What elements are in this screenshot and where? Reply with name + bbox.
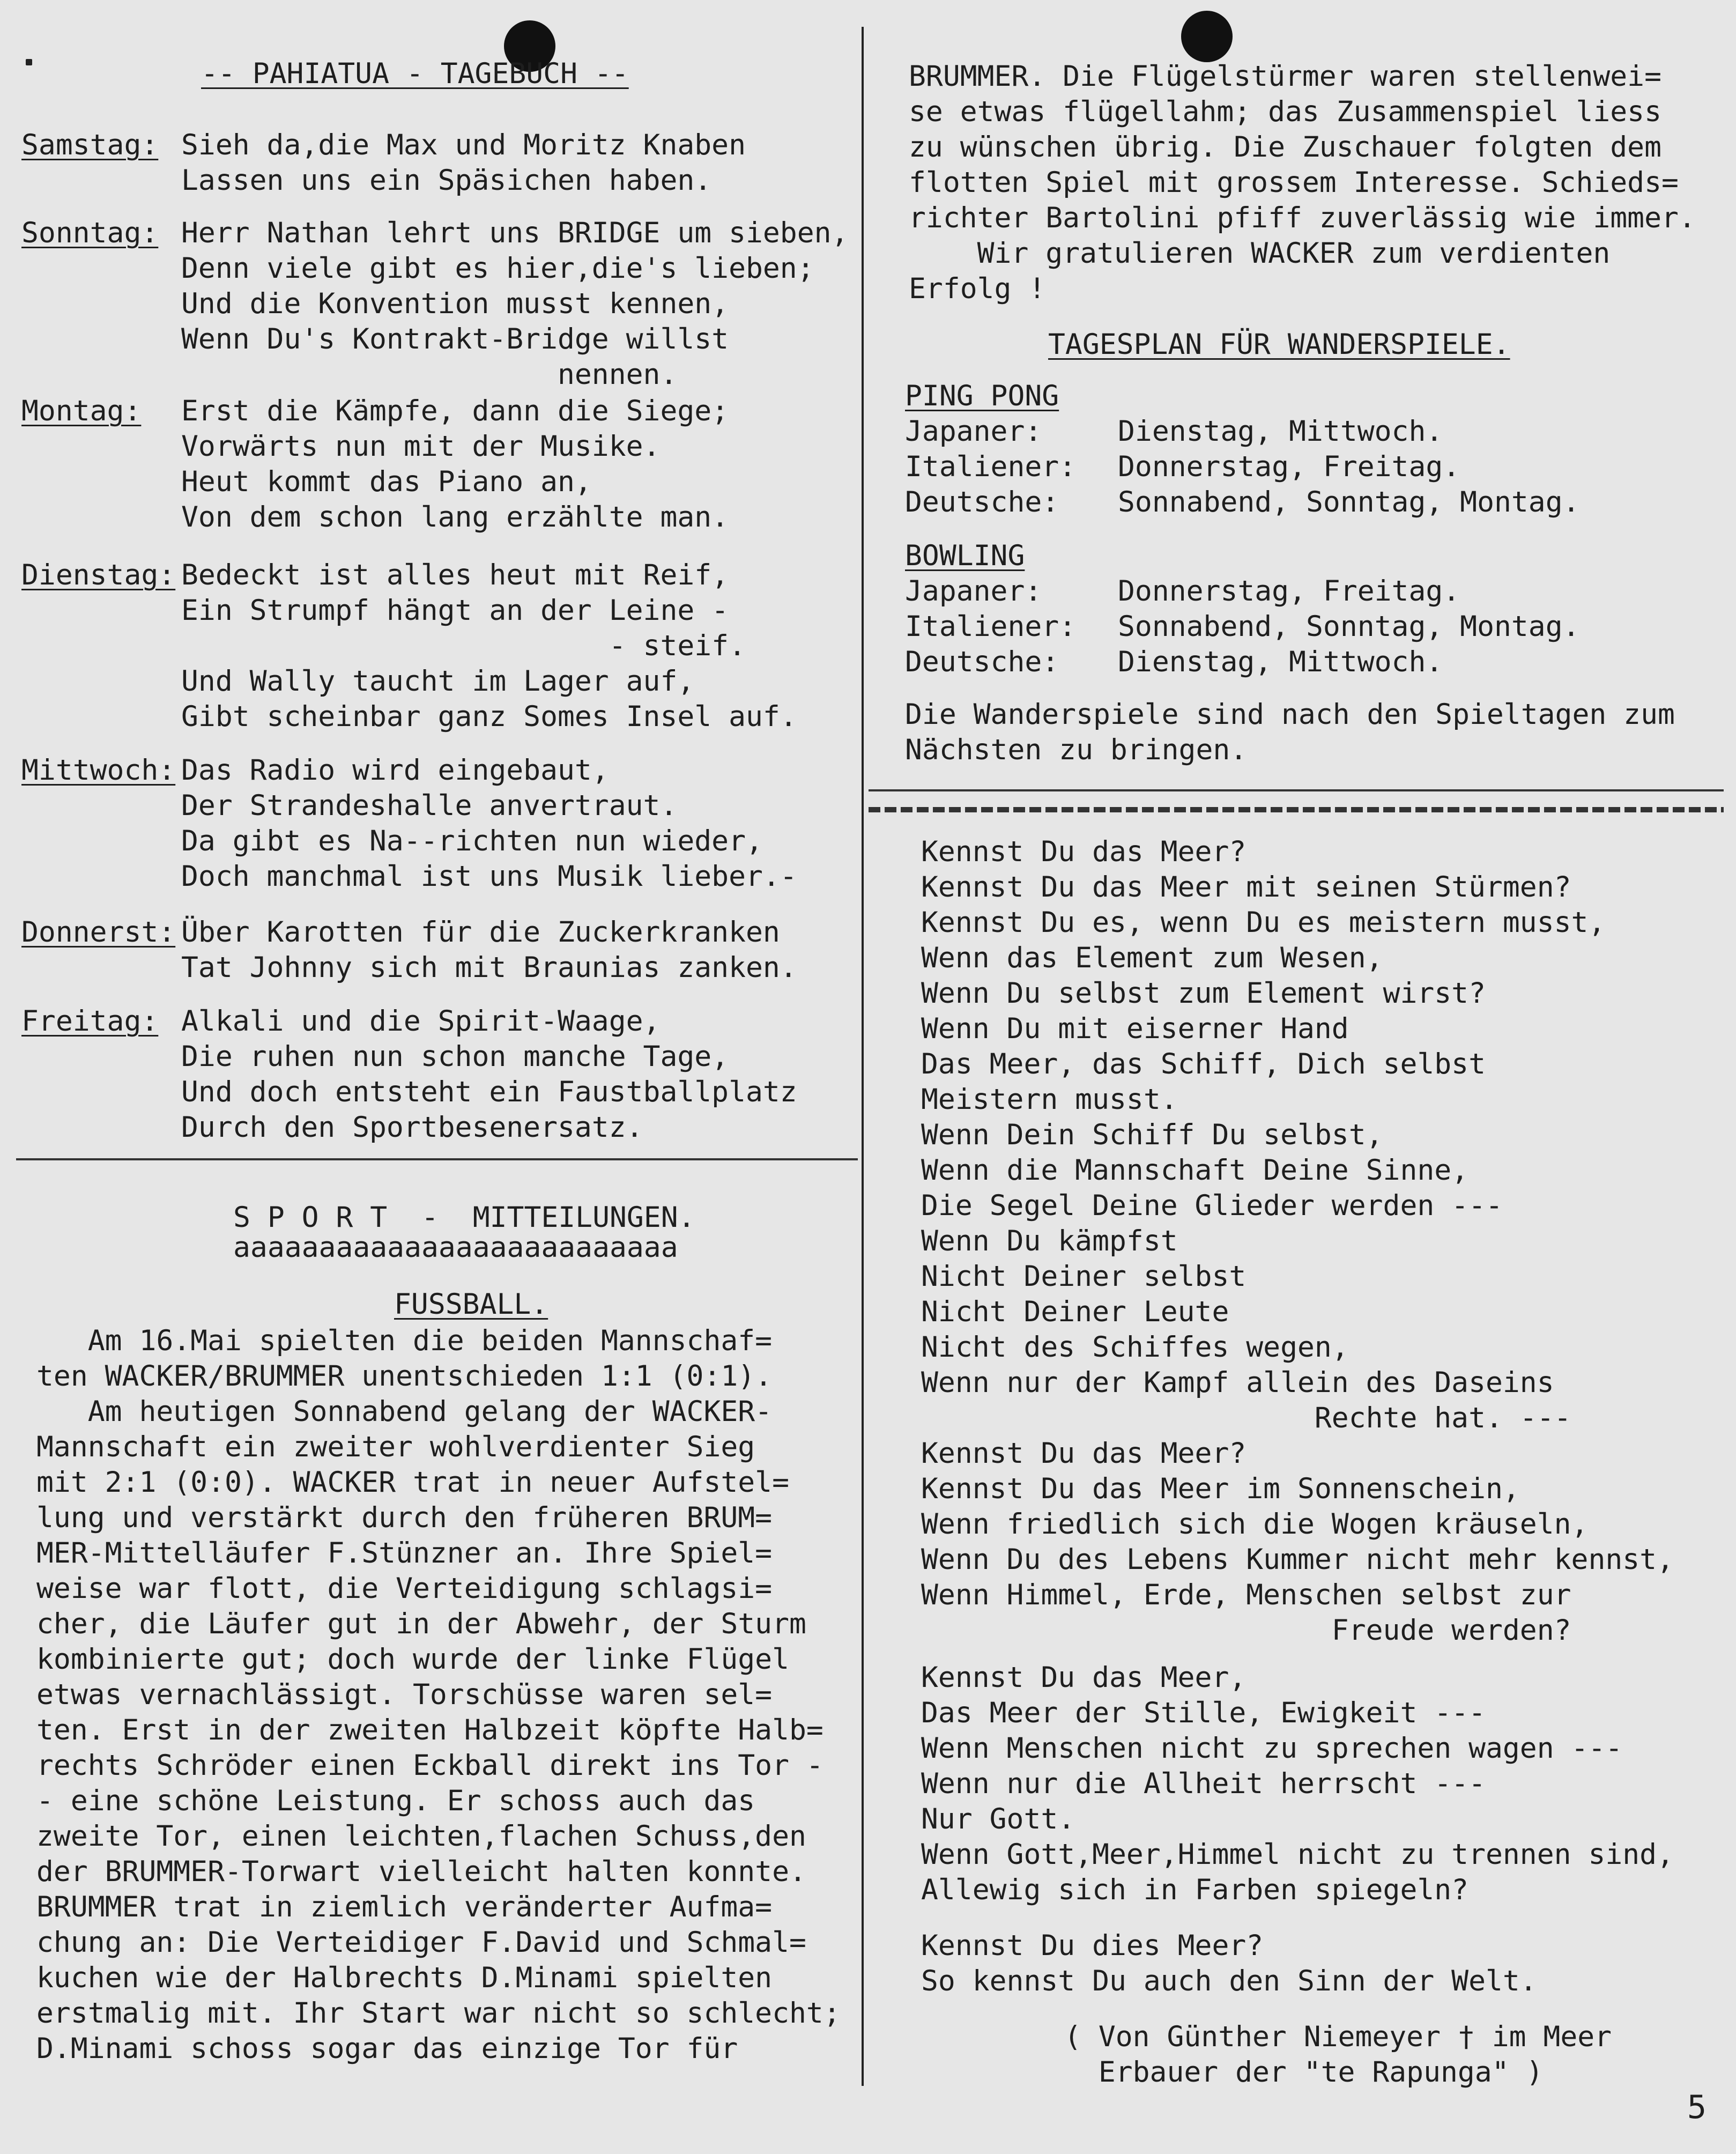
section-divider xyxy=(869,789,1724,791)
schedule-team: Deutsche: xyxy=(905,486,1059,519)
poem-line: Nicht des Schiffes wegen, xyxy=(921,1331,1349,1364)
diary-line: Und Wally taucht im Lager auf, xyxy=(181,665,695,698)
report-line: se etwas flügellahm; das Zusammenspiel liess xyxy=(909,95,1661,128)
diary-line: Und doch entsteht ein Faustballplatz xyxy=(181,1076,797,1108)
poem-line: Kennst Du das Meer, xyxy=(921,1661,1247,1694)
page-number: 5 xyxy=(1687,2089,1707,2126)
report-line: - eine schöne Leistung. Er schoss auch das xyxy=(36,1785,755,1817)
poem-line: Die Segel Deine Glieder werden --- xyxy=(921,1189,1503,1222)
diary-line: Lassen uns ein Späsichen haben. xyxy=(181,164,712,197)
report-line: Erfolg ! xyxy=(909,272,1046,305)
diary-line: Das Radio wird eingebaut, xyxy=(181,754,609,787)
poem-line: Wenn Du mit eiserner Hand xyxy=(921,1012,1349,1045)
report-line: BRUMMER. Die Flügelstürmer waren stellenwei= xyxy=(909,60,1661,93)
diary-day-sonntag: Sonntag: xyxy=(21,217,159,249)
poem-line: Kennst Du das Meer? xyxy=(921,835,1247,868)
poem-line: Nicht Deiner Leute xyxy=(921,1296,1229,1328)
diary-day-donnerstag: Donnerst: xyxy=(21,916,176,949)
report-line: erstmalig mit. Ihr Start war nicht so schlecht; xyxy=(36,1997,841,2030)
diary-line: Über Karotten für die Zuckerkranken xyxy=(181,916,780,949)
diary-line: Da gibt es Na--richten nun wieder, xyxy=(181,825,763,857)
poem-line: Kennst Du das Meer im Sonnenschein, xyxy=(921,1472,1520,1505)
poem-line: Wenn Himmel, Erde, Menschen selbst zur xyxy=(921,1579,1571,1611)
poem-line: Freude werden? xyxy=(921,1614,1571,1647)
punch-hole-right xyxy=(1181,11,1233,62)
diary-line: Sieh da,die Max und Moritz Knaben xyxy=(181,129,746,161)
schedule-days: Donnerstag, Freitag. xyxy=(1118,450,1460,483)
diary-line: - steif. xyxy=(181,630,746,662)
poem-line: Wenn Gott,Meer,Himmel nicht zu trennen sind, xyxy=(921,1838,1674,1871)
report-line: der BRUMMER-Torwart vielleicht halten konnte. xyxy=(36,1855,806,1888)
report-line: D.Minami schoss sogar das einzige Tor für xyxy=(36,2032,738,2065)
sport-report-continued xyxy=(909,59,1734,316)
schedule-days: Donnerstag, Freitag. xyxy=(1118,575,1460,608)
schedule-days: Sonnabend, Sonntag, Montag. xyxy=(1118,486,1580,519)
diary-day-dienstag: Dienstag: xyxy=(21,559,176,591)
poem-line: Allewig sich in Farben spiegeln? xyxy=(921,1874,1469,1906)
report-line: Mannschaft ein zweiter wohlverdienter Sieg xyxy=(36,1431,755,1463)
report-line: ten WACKER/BRUMMER unentschieden 1:1 (0:1). xyxy=(36,1360,773,1393)
diary-title: -- PAHIATUA - TAGEBUCH -- xyxy=(201,57,629,90)
diary-line: Vorwärts nun mit der Musike. xyxy=(181,430,661,463)
diary-line: Wenn Du's Kontrakt-Bridge willst xyxy=(181,323,729,356)
report-line: rechts Schröder einen Eckball direkt ins Tor - xyxy=(36,1749,824,1782)
poem-line: Nicht Deiner selbst xyxy=(921,1260,1247,1293)
schedule-section-pingpong: PING PONG xyxy=(905,380,1059,412)
report-line: Wir gratulieren WACKER zum verdienten xyxy=(909,237,1611,270)
diary-line: Von dem schon lang erzählte man. xyxy=(181,501,729,534)
schedule-days: Dienstag, Mittwoch. xyxy=(1118,415,1443,448)
report-line: Am heutigen Sonnabend gelang der WACKER- xyxy=(36,1395,773,1428)
schedule-days: Sonnabend, Sonntag, Montag. xyxy=(1118,610,1580,643)
schedule-team: Italiener: xyxy=(905,450,1077,483)
sport-report xyxy=(36,1323,862,2074)
diary-line: Erst die Kämpfe, dann die Siege; xyxy=(181,395,729,427)
schedule-team: Deutsche: xyxy=(905,646,1059,678)
poem-line: Wenn Du des Lebens Kummer nicht mehr kennst, xyxy=(921,1543,1674,1576)
report-line: zu wünschen übrig. Die Zuschauer folgten dem xyxy=(909,131,1661,164)
diary-line: Denn viele gibt es hier,die's lieben; xyxy=(181,252,814,285)
poem-line: Wenn die Mannschaft Deine Sinne, xyxy=(921,1154,1469,1187)
report-line: mit 2:1 (0:0). WACKER trat in neuer Aufstel= xyxy=(36,1466,789,1499)
equals-divider xyxy=(869,807,1724,812)
diary-line: nennen. xyxy=(181,358,678,391)
diary-day-samstag: Samstag: xyxy=(21,129,159,161)
report-line: cher, die Läufer gut in der Abwehr, der Sturm xyxy=(36,1608,806,1640)
diary-day-mittwoch: Mittwoch: xyxy=(21,754,176,787)
schedule-section-bowling: BOWLING xyxy=(905,539,1025,572)
poem-line: Wenn Menschen nicht zu sprechen wagen --- xyxy=(921,1732,1623,1765)
diary-line: Durch den Sportbesenersatz. xyxy=(181,1111,643,1144)
poem-line: Wenn Du kämpfst xyxy=(921,1225,1178,1257)
sport-title-underline: aaaaaaaaaaaaaaaaaaaaaaaaaa xyxy=(233,1231,678,1264)
poem-line: Kennst Du das Meer? xyxy=(921,1437,1247,1470)
diary-line: Und die Konvention musst kennen, xyxy=(181,287,729,320)
poem-line: Meistern musst. xyxy=(921,1083,1178,1116)
report-line: etwas vernachlässigt. Torschüsse waren sel= xyxy=(36,1678,773,1711)
poem-line: Das Meer, das Schiff, Dich selbst xyxy=(921,1048,1486,1080)
schedule-note: Nächsten zu bringen. xyxy=(905,734,1248,766)
diary-line: Tat Johnny sich mit Braunias zanken. xyxy=(181,951,797,984)
diary-day-montag: Montag: xyxy=(21,395,142,427)
report-line: flotten Spiel mit grossem Interesse. Schieds= xyxy=(909,166,1679,199)
diary-line: Doch manchmal ist uns Musik lieber.- xyxy=(181,860,797,893)
report-line: weise war flott, die Verteidigung schlagsi= xyxy=(36,1572,773,1605)
schedule-note: Die Wanderspiele sind nach den Spieltagen zum xyxy=(905,698,1675,731)
poem-line: Wenn das Element zum Wesen, xyxy=(921,942,1383,974)
sport-subtitle: FUSSBALL. xyxy=(394,1288,548,1321)
poem-line: Wenn nur der Kampf allein des Daseins xyxy=(921,1366,1554,1399)
diary-line: Die ruhen nun schon manche Tage, xyxy=(181,1040,729,1073)
report-line: kuchen wie der Halbrechts D.Minami spielten xyxy=(36,1961,773,1994)
poem-line: Wenn Dein Schiff Du selbst, xyxy=(921,1119,1383,1151)
schedule-team: Italiener: xyxy=(905,610,1077,643)
ink-mark xyxy=(26,59,32,65)
poem-attribution: ( Von Günther Niemeyer † im Meer xyxy=(1064,2020,1612,2053)
poem-line: So kennst Du auch den Sinn der Welt. xyxy=(921,1965,1537,1997)
report-line: lung und verstärkt durch den früheren BRUM= xyxy=(36,1501,773,1534)
schedule-team: Japaner: xyxy=(905,575,1042,608)
poem-line: Kennst Du das Meer mit seinen Stürmen? xyxy=(921,871,1571,904)
sport-title: S P O R T - MITTEILUNGEN. xyxy=(233,1201,695,1234)
poem-attribution: Erbauer der "te Rapunga" ) xyxy=(1064,2056,1544,2089)
diary-day-freitag: Freitag: xyxy=(21,1005,159,1038)
diary-line: Heut kommt das Piano an, xyxy=(181,465,592,498)
report-line: BRUMMER trat in ziemlich veränderter Aufma= xyxy=(36,1891,773,1923)
diary-line: Ein Strumpf hängt an der Leine - xyxy=(181,594,729,627)
report-line: Am 16.Mai spielten die beiden Mannschaf= xyxy=(36,1324,773,1357)
poem xyxy=(921,834,1725,1997)
poem-line: Nur Gott. xyxy=(921,1803,1075,1835)
poem-line: Kennst Du es, wenn Du es meistern musst, xyxy=(921,906,1606,939)
diary-line: Alkali und die Spirit-Waage, xyxy=(181,1005,661,1038)
report-line: chung an: Die Verteidiger F.David und Schmal= xyxy=(36,1926,806,1959)
poem-line: Wenn friedlich sich die Wogen kräuseln, xyxy=(921,1508,1589,1541)
diary-line: Gibt scheinbar ganz Somes Insel auf. xyxy=(181,700,797,733)
diary-line: Herr Nathan lehrt uns BRIDGE um sieben, xyxy=(181,217,849,249)
poem-line: Kennst Du dies Meer? xyxy=(921,1929,1264,1962)
diary-line: Der Strandeshalle anvertraut. xyxy=(181,789,678,822)
poem-line: Wenn nur die Allheit herrscht --- xyxy=(921,1767,1486,1800)
poem-line: Rechte hat. --- xyxy=(921,1402,1571,1434)
report-line: kombinierte gut; doch wurde der linke Flügel xyxy=(36,1643,789,1676)
schedule-team: Japaner: xyxy=(905,415,1042,448)
schedule-days: Dienstag, Mittwoch. xyxy=(1118,646,1443,678)
report-line: ten. Erst in der zweiten Halbzeit köpfte Halb= xyxy=(36,1714,824,1746)
poem-line: Wenn Du selbst zum Element wirst? xyxy=(921,977,1486,1010)
poem-line: Das Meer der Stille, Ewigkeit --- xyxy=(921,1697,1486,1729)
diary-line: Bedeckt ist alles heut mit Reif, xyxy=(181,559,729,591)
report-line: zweite Tor, einen leichten,flachen Schuss,den xyxy=(36,1820,806,1853)
report-line: richter Bartolini pfiff zuverlässig wie immer. xyxy=(909,202,1696,234)
section-divider xyxy=(16,1158,858,1160)
schedule-title: TAGESPLAN FÜR WANDERSPIELE. xyxy=(1048,328,1510,361)
report-line: MER-Mittelläufer F.Stünzner an. Ihre Spiel= xyxy=(36,1537,773,1570)
